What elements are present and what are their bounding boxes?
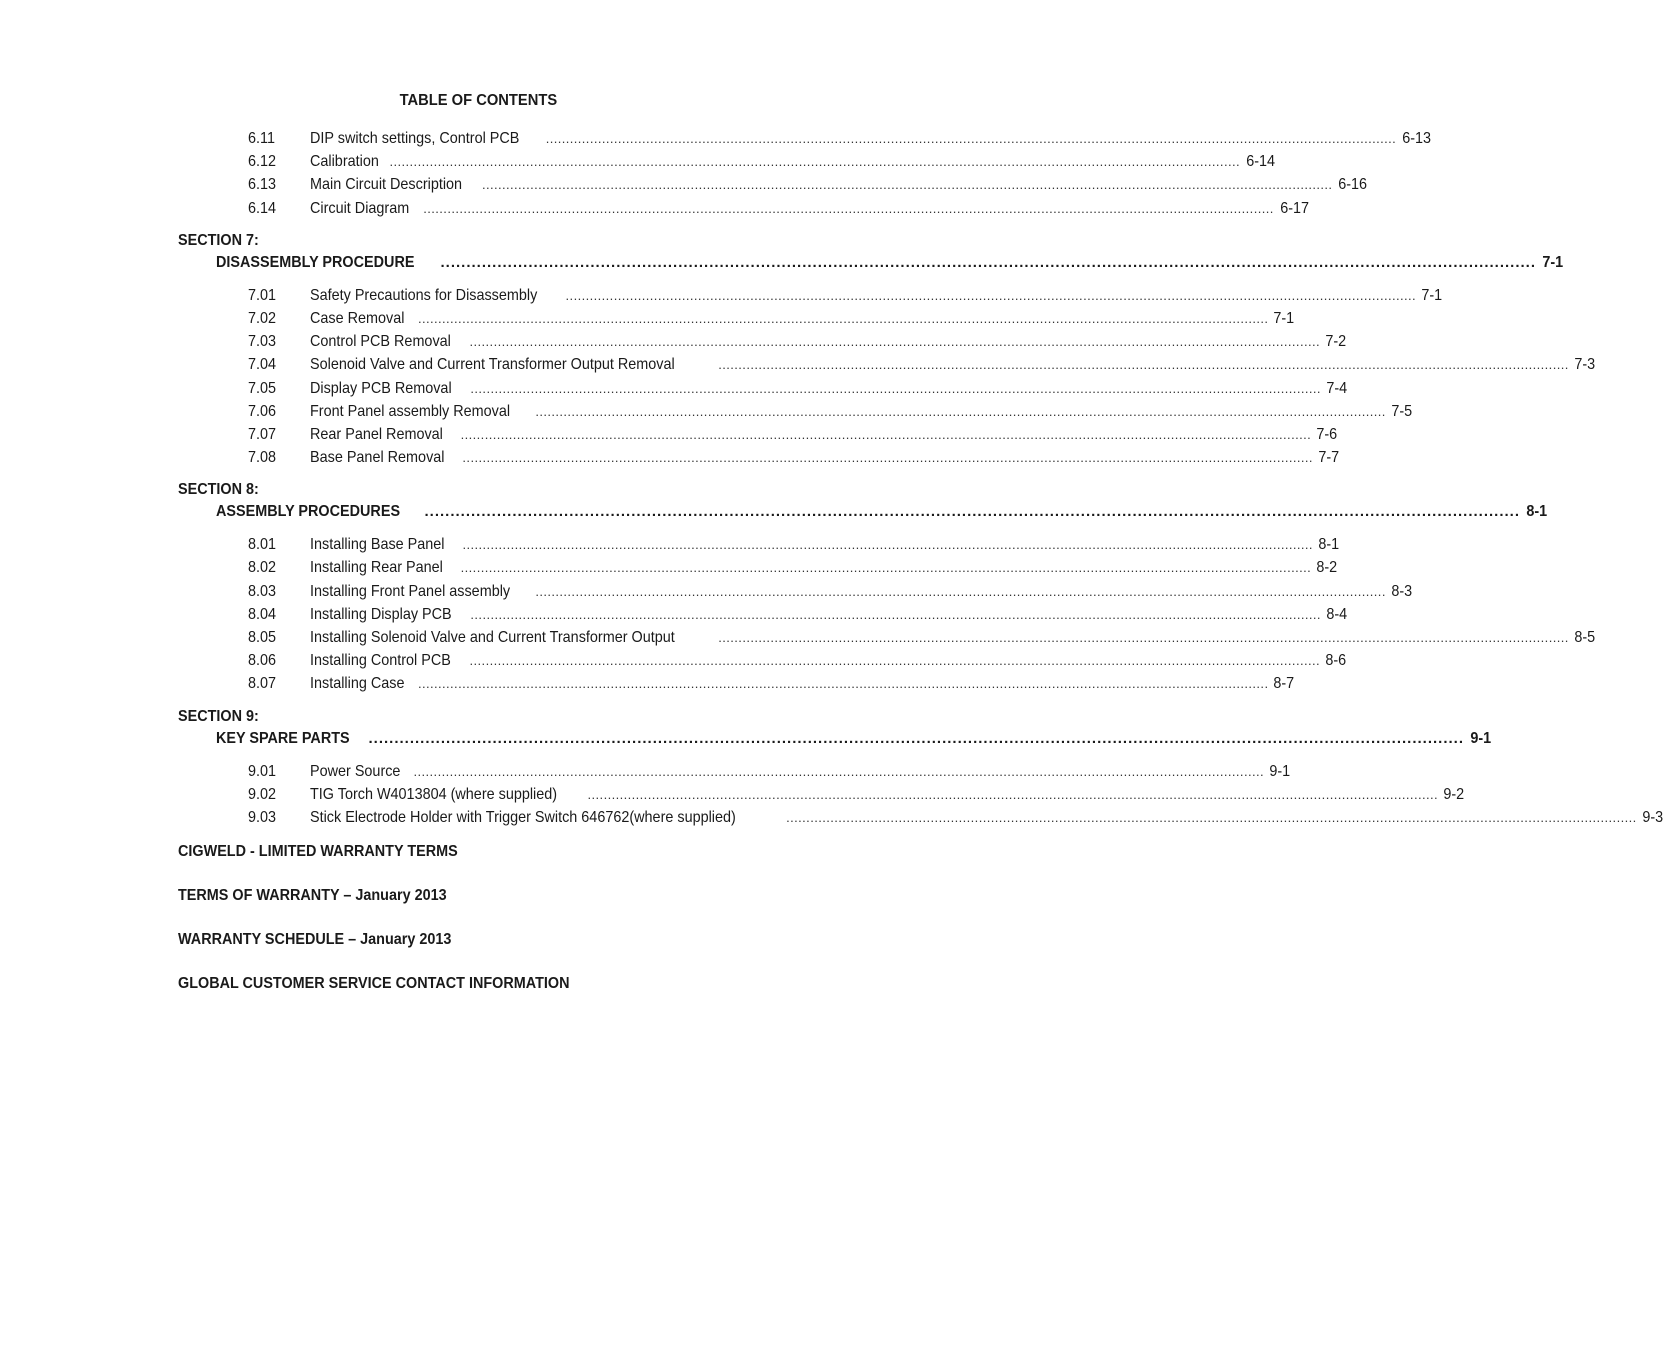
toc-heading-link[interactable] [178,841,865,863]
entry-page: 6-16 [1338,176,1368,194]
entry-number: 8.01 [248,536,277,554]
leader-dots: .................................................................................................................................................................................................................... [368,729,1464,747]
section-title: KEY SPARE PARTS [216,729,350,747]
section-title: DISASSEMBLY PROCEDURE [216,253,415,271]
toc-entry[interactable] [178,533,1340,556]
toc-entry[interactable] [178,353,1595,376]
entry-page: 8-1 [1318,536,1340,554]
leader-dots: .................................................................................................................................................................................................................... [423,200,1274,216]
entry-page: 8-3 [1391,582,1412,600]
entry-title: DIP switch settings, Control PCB [310,130,520,147]
toc-heading-link[interactable] [178,929,865,951]
toc-entry[interactable] [178,150,1276,173]
toc-entry[interactable] [178,307,1295,330]
entry-title: Power Source [310,762,401,780]
toc-entry[interactable] [178,197,1309,220]
leader-dots: .................................................................................................................................................................................................................... [417,676,1269,692]
toc-entry[interactable] [178,760,1291,783]
toc-entry[interactable] [178,400,1412,423]
entry-title: Calibration [310,153,379,171]
toc-entry[interactable] [178,649,1347,672]
entry-number: 6.14 [248,199,277,217]
entry-number: 8.05 [248,629,277,646]
entry-title: Base Panel Removal [310,449,445,467]
entry-number: 7.07 [248,425,277,443]
leader-dots: .................................................................................................................................................................................................................... [535,583,1386,599]
leader-dots: .................................................................................................................................................................................................................... [545,131,1397,146]
entry-page: 9-2 [1443,785,1465,803]
leader-dots: .................................................................................................................................................................................................................... [565,287,1417,303]
leader-dots: .................................................................................................................................................................................................................... [440,253,1537,271]
leader-dots: .................................................................................................................................................................................................................... [469,334,1321,350]
leader-dots: .................................................................................................................................................................................................................... [424,503,1521,521]
entry-page: 8-4 [1326,605,1348,623]
entry-title: Main Circuit Description [310,176,463,194]
entry-title: Control PCB Removal [310,333,451,351]
entry-number: 7.05 [248,379,277,397]
entry-number: 8.02 [248,559,277,577]
entry-title: Installing Rear Panel [310,559,443,577]
toc-heading-link[interactable] [178,973,865,995]
entry-number: 6.12 [248,153,277,171]
entry-number: 8.07 [248,675,277,693]
toc-entry[interactable] [178,556,1338,579]
section-title: ASSEMBLY PROCEDURES [216,503,401,521]
toc-entry[interactable] [178,127,1432,150]
entry-page: 9-1 [1269,762,1291,780]
entry-number: 7.01 [248,286,277,304]
entry-page: 7-5 [1391,402,1412,420]
toc-entry[interactable] [178,330,1347,353]
toc-entry[interactable] [178,626,1595,649]
entry-title: Case Removal [310,309,405,327]
section-7 [178,230,1595,470]
entry-title: Rear Panel Removal [310,425,443,443]
entry-page: 7-6 [1316,425,1338,443]
entry-title: Display PCB Removal [310,379,452,397]
entry-page: 7-4 [1326,379,1348,397]
entry-page: 8-2 [1316,559,1338,577]
entry-title: Circuit Diagram [310,199,410,217]
entry-number: 7.08 [248,449,277,467]
toc-entry[interactable] [178,446,1340,469]
entry-title: Installing Base Panel [310,536,445,554]
heading-text: GLOBAL CUSTOMER SERVICE CONTACT INFORMATION [178,975,570,993]
leader-dots: .................................................................................................................................................................................................................... [469,653,1321,669]
toc-entry[interactable] [178,580,1412,603]
leader-dots: .................................................................................................................................................................................................................... [413,763,1265,779]
toc-entry[interactable] [178,806,1663,829]
leader-dots: .................................................................................................................................................................................................................... [462,537,1313,553]
entry-number: 9.01 [248,762,277,780]
leader-dots: .................................................................................................................................................................................................................... [718,357,1569,373]
section-8 [178,479,1595,695]
entry-title: Installing Solenoid Valve and Current Transformer Output [310,629,675,646]
leader-dots: .................................................................................................................................................................................................................... [417,310,1269,326]
table-of-contents [178,127,1663,995]
entry-number: 8.03 [248,582,277,600]
entry-number: 7.06 [248,402,277,420]
leader-dots: .................................................................................................................................................................................................................... [460,560,1312,576]
toc-entry[interactable] [178,783,1465,806]
section-page: 7-1 [1542,253,1564,271]
entry-number: 9.02 [248,785,277,803]
section-heading[interactable] [216,501,1548,523]
toc-entry[interactable] [178,603,1348,626]
entry-number: 6.11 [248,130,275,147]
leader-dots: .................................................................................................................................................................................................................... [786,809,1637,825]
section-page: 8-1 [1526,503,1548,521]
section-label: SECTION 9: [178,707,259,725]
entry-page: 9-3 [1641,808,1663,826]
entry-number: 7.02 [248,309,277,327]
section-6-entries [178,127,1432,220]
heading-text: CIGWELD - LIMITED WARRANTY TERMS [178,843,458,861]
heading-text: TERMS OF WARRANTY – January 2013 [178,887,447,905]
entry-page: 7-1 [1273,309,1295,327]
entry-page: 6-14 [1246,153,1276,171]
leader-dots: .................................................................................................................................................................................................................... [462,450,1313,466]
toc-entry[interactable] [178,423,1338,446]
entry-number: 8.04 [248,605,277,623]
section-heading[interactable] [216,252,1564,274]
entry-number: 8.06 [248,652,277,670]
page-title: TABLE OF CONTENTS [399,92,558,109]
heading-text: WARRANTY SCHEDULE – January 2013 [178,931,452,949]
leader-dots: .................................................................................................................................................................................................................... [718,630,1569,645]
toc-entry[interactable] [178,284,1443,307]
section-page: 9-1 [1470,729,1492,747]
entry-title: Front Panel assembly Removal [310,402,511,420]
entry-page: 7-7 [1318,449,1340,467]
entry-title: TIG Torch W4013804 (where supplied) [310,785,558,803]
entry-title: Safety Precautions for Disassembly [310,286,538,304]
entry-title: Solenoid Valve and Current Transformer Output Removal [310,356,675,374]
leader-dots: .................................................................................................................................................................................................................... [470,606,1321,622]
entry-title: Installing Control PCB [310,652,451,670]
entry-page: 7-3 [1574,356,1595,374]
entry-page: 7-2 [1325,333,1347,351]
leader-dots: .................................................................................................................................................................................................................... [481,177,1333,193]
toc-entry[interactable] [178,672,1295,695]
entry-number: 7.03 [248,333,277,351]
toc-entry[interactable] [178,173,1368,196]
entry-title: Installing Front Panel assembly [310,582,511,600]
section-label: SECTION 8: [178,481,259,499]
entry-number: 9.03 [248,808,277,826]
entry-page: 6-13 [1402,130,1432,147]
warranty-headings [178,841,865,995]
leader-dots: .................................................................................................................................................................................................................... [587,786,1439,802]
leader-dots: .................................................................................................................................................................................................................... [389,154,1240,170]
entry-page: 8-7 [1273,675,1295,693]
entry-title: Installing Case [310,675,405,693]
leader-dots: .................................................................................................................................................................................................................... [470,380,1321,396]
toc-entry[interactable] [178,377,1348,400]
entry-page: 8-5 [1574,629,1595,646]
section-9 [178,706,1663,830]
entry-page: 6-17 [1279,199,1309,217]
entry-number: 7.04 [248,356,277,374]
entry-title: Stick Electrode Holder with Trigger Switch 646762(where supplied) [310,808,736,826]
leader-dots: .................................................................................................................................................................................................................... [460,426,1312,442]
leader-dots: .................................................................................................................................................................................................................... [535,403,1386,419]
entry-page: 7-1 [1421,286,1443,304]
toc-heading-link[interactable] [178,885,865,907]
entry-page: 8-6 [1325,652,1347,670]
entry-title: Installing Display PCB [310,605,452,623]
section-label: SECTION 7: [178,231,259,249]
entry-number: 6.13 [248,176,277,194]
section-heading[interactable] [216,728,1492,750]
